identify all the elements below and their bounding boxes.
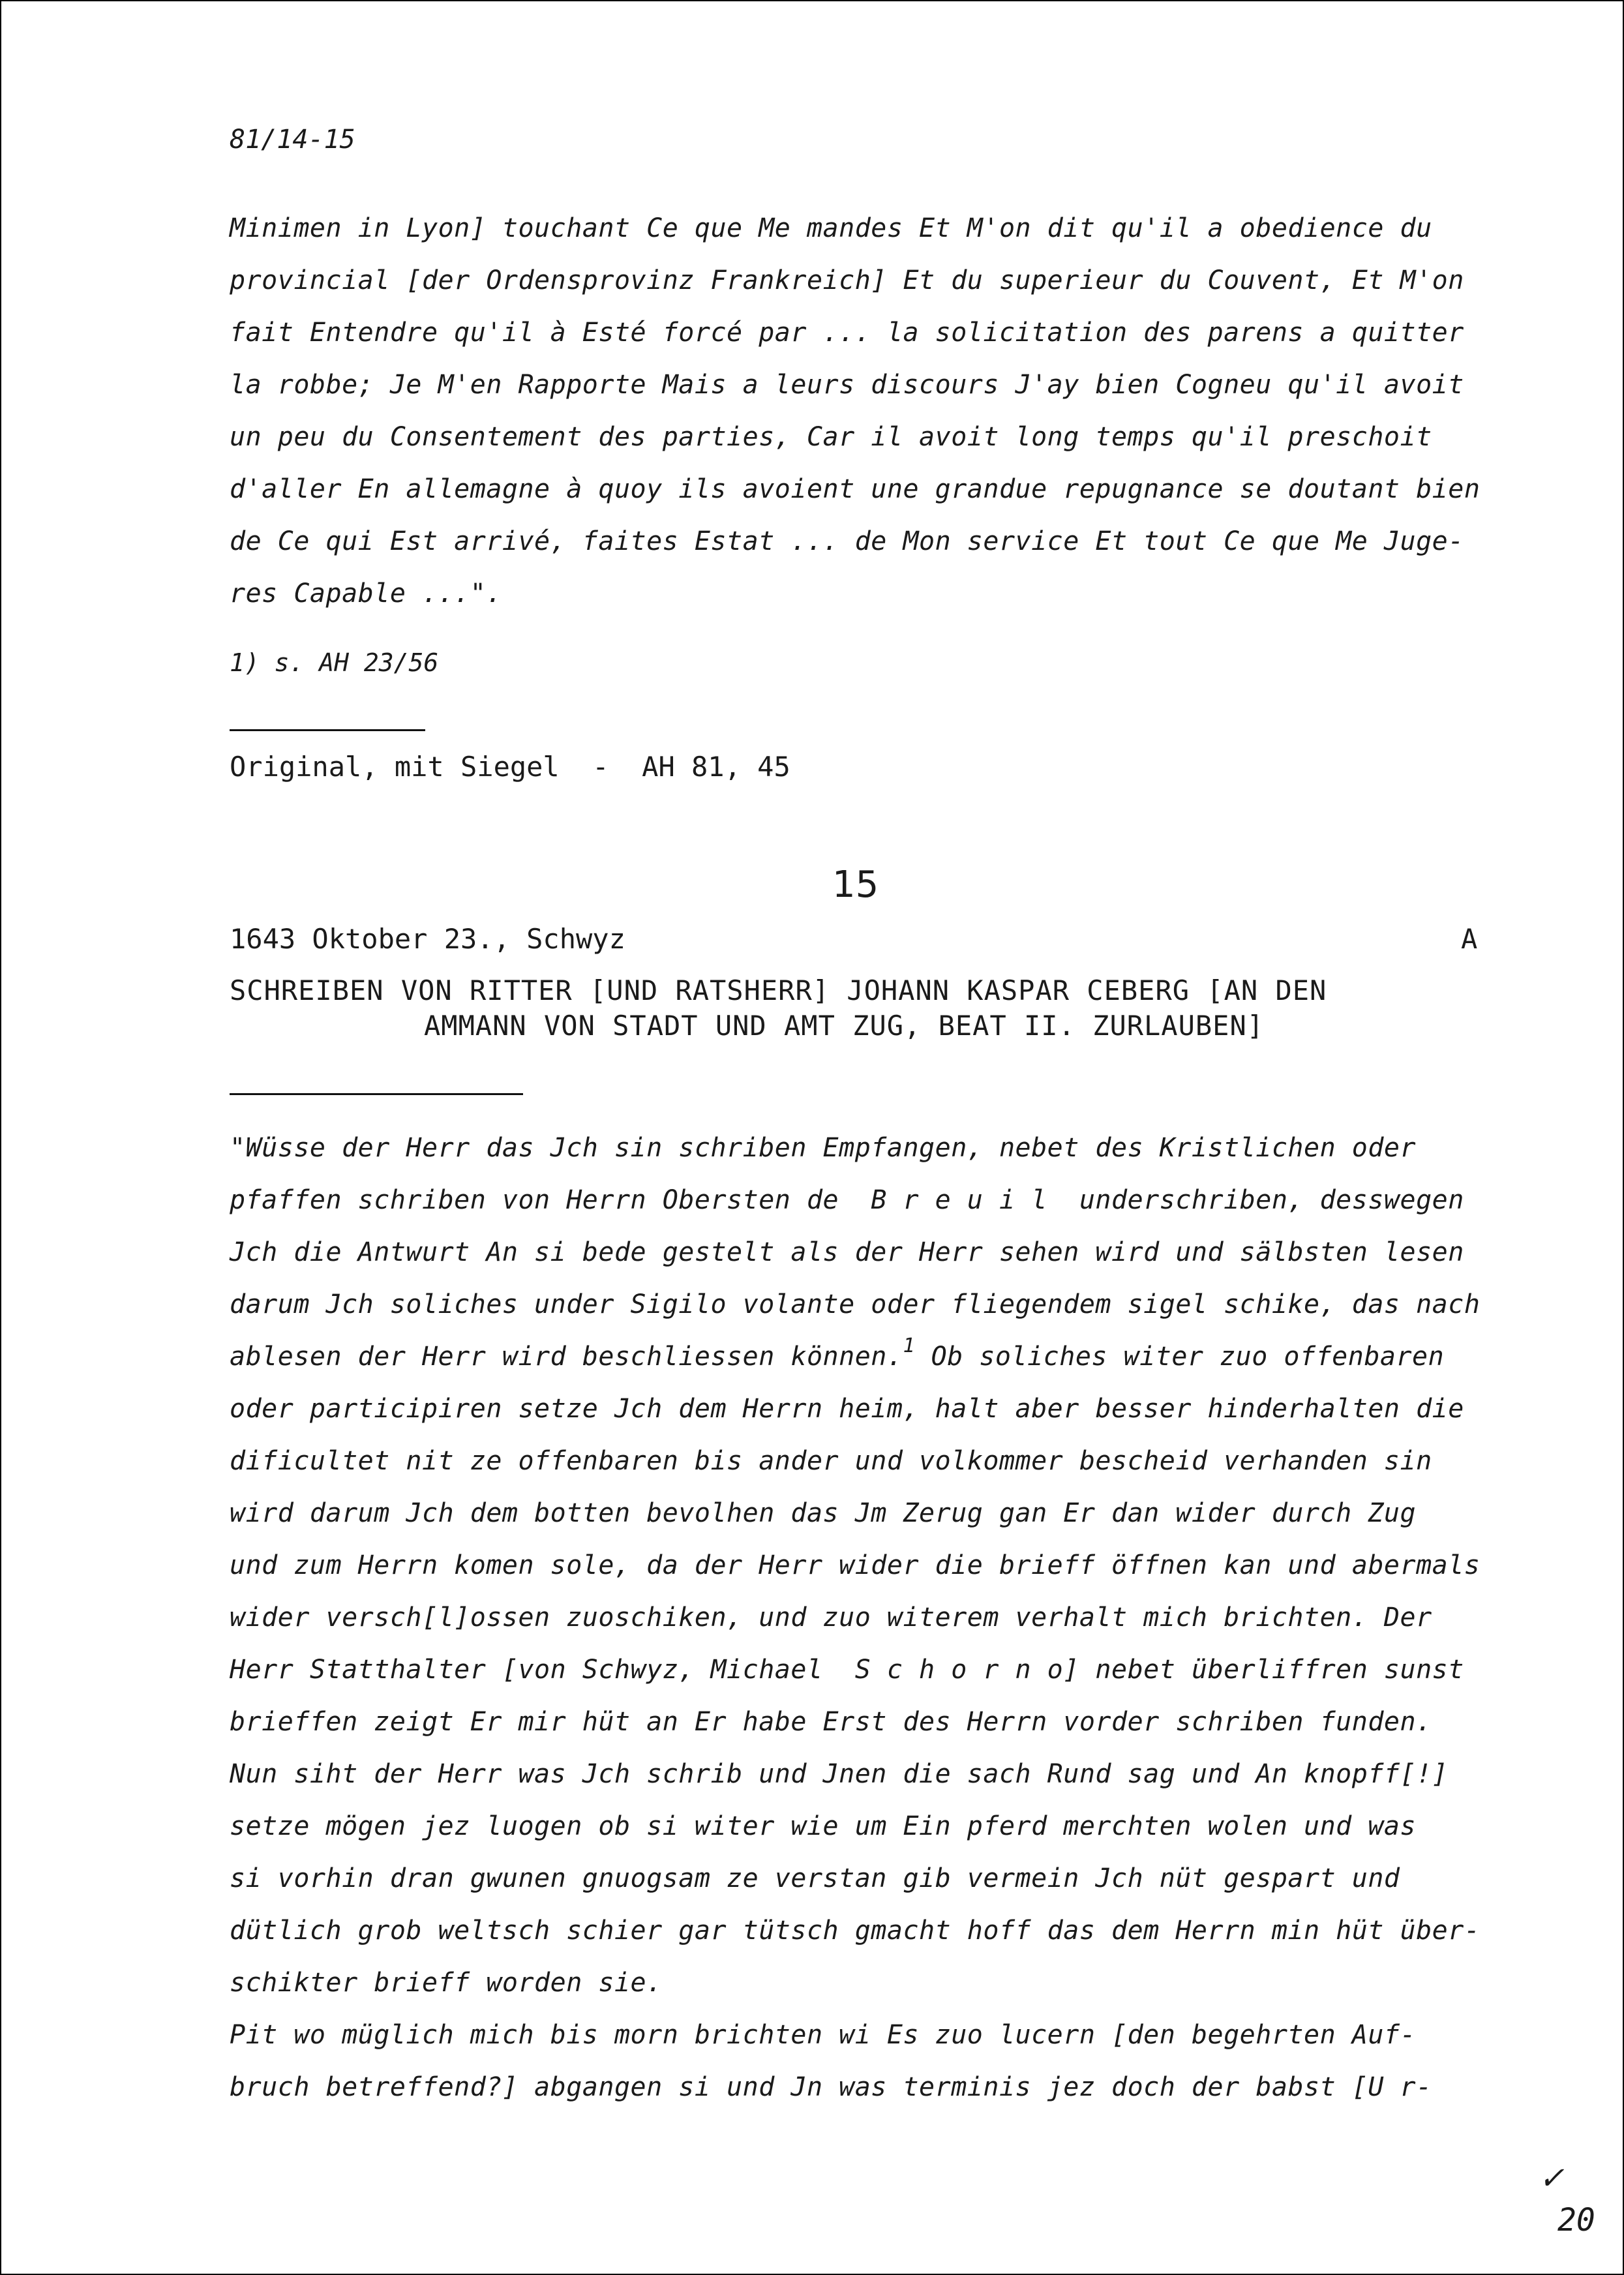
document-grade: A: [1461, 923, 1478, 955]
title-line: AMMANN VON STADT UND AMT ZUG, BEAT II. ZURLAUBEN]: [424, 1010, 1265, 1042]
text-line: Nun siht der Herr was Jch schrib und Jnen die sach Rund sag und An knopff[!]: [230, 1759, 1449, 1789]
page-reference: 81/14-15: [230, 125, 355, 155]
text-line: Herr Statthalter [von Schwyz, Michael S c h o r n o] nebet überliffren sunst: [230, 1655, 1464, 1685]
continuation-paragraph: [230, 202, 1521, 620]
text-line: wider versch[l]ossen zuoschiken, und zuo witerem verhalt mich brichten. Der: [230, 1603, 1432, 1633]
text-line: provincial [der Ordensprovinz Frankreich] Et du superieur du Couvent, Et M'on: [230, 265, 1464, 295]
source-note: Original, mit Siegel - AH 81, 45: [230, 751, 790, 783]
footnote: 1) s. AH 23/56: [230, 648, 439, 677]
document-title: [230, 973, 1521, 1044]
text-line: Jch die Antwurt An si bede gestelt als der Herr sehen wird und sälbsten lesen: [230, 1237, 1464, 1267]
text-line: Pit wo müglich mich bis morn brichten wi Es zuo lucern [den begehrten Auf-: [230, 2020, 1417, 2050]
handwritten-page-number: 20: [1557, 2202, 1595, 2238]
text-line: de Ce qui Est arrivé, faites Estat ... de Mon service Et tout Ce que Me Juge-: [230, 526, 1464, 556]
title-rule: [230, 1093, 523, 1095]
text-line: pfaffen schriben von Herrn Obersten de B r e u i l underschriben, desswegen: [230, 1185, 1464, 1215]
text-line: "Wüsse der Herr das Jch sin schriben Empfangen, nebet des Kristlichen oder: [230, 1133, 1417, 1163]
title-line: SCHREIBEN VON RITTER [UND RATSHERR] JOHANN KASPAR CEBERG [AN DEN: [230, 974, 1327, 1006]
text-line: und zum Herrn komen sole, da der Herr wider die brieff öffnen kan und abermals: [230, 1550, 1481, 1580]
check-mark: ✓: [1541, 2156, 1562, 2197]
text-line: setze mögen jez luogen ob si witer wie um Ein pferd merchten wolen und was: [230, 1811, 1417, 1841]
text-line: un peu du Consentement des parties, Car il avoit long temps qu'il preschoit: [230, 422, 1432, 452]
text-line: Minimen in Lyon] touchant Ce que Me mandes Et M'on dit qu'il a obedience du: [230, 213, 1432, 243]
footnote-marker: 1: [903, 1334, 916, 1357]
text-line: dificultet nit ze offenbaren bis ander und volkommer bescheid verhanden sin: [230, 1446, 1432, 1476]
text-line: dütlich grob weltsch schier gar tütsch gmacht hoff das dem Herrn min hüt über-: [230, 1916, 1481, 1946]
text-line: fait Entendre qu'il à Esté forcé par ... la solicitation des parens a quitter: [230, 318, 1464, 348]
text-line: si vorhin dran gwunen gnuogsam ze verstan gib vermein Jch nüt gespart und: [230, 1863, 1400, 1893]
text-line: la robbe; Je M'en Rapporte Mais a leurs discours J'ay bien Cogneu qu'il avoit: [230, 370, 1464, 400]
text-line: d'aller En allemagne à quoy ils avoient une grandue repugnance se doutant bien: [230, 474, 1481, 504]
text-segment: ablesen der Herr wird beschliessen können.: [230, 1342, 903, 1372]
text-line: bruch betreffend?] abgangen si und Jn was terminis jez doch der babst [U r-: [230, 2072, 1432, 2102]
text-line: res Capable ...".: [230, 579, 502, 609]
text-line: darum Jch soliches under Sigilo volante oder fliegendem sigel schike, das nach: [230, 1289, 1481, 1319]
footnote-rule: [230, 729, 425, 731]
text-line: schikter brieff worden sie.: [230, 1968, 663, 1998]
text-line: brieffen zeigt Er mir hüt an Er habe Erst des Herrn vorder schriben funden.: [230, 1707, 1432, 1737]
text-segment: Ob soliches witer zuo offenbaren: [915, 1342, 1445, 1372]
document-date-place: 1643 Oktober 23., Schwyz: [230, 923, 625, 955]
document-number: 15: [832, 864, 879, 906]
letter-body: [230, 1122, 1521, 2113]
text-line: wird darum Jch dem botten bevolhen das Jm Zerug gan Er dan wider durch Zug: [230, 1498, 1417, 1528]
text-line: [230, 1331, 1521, 1383]
text-line: oder participiren setze Jch dem Herrn heim, halt aber besser hinderhalten die: [230, 1394, 1464, 1424]
